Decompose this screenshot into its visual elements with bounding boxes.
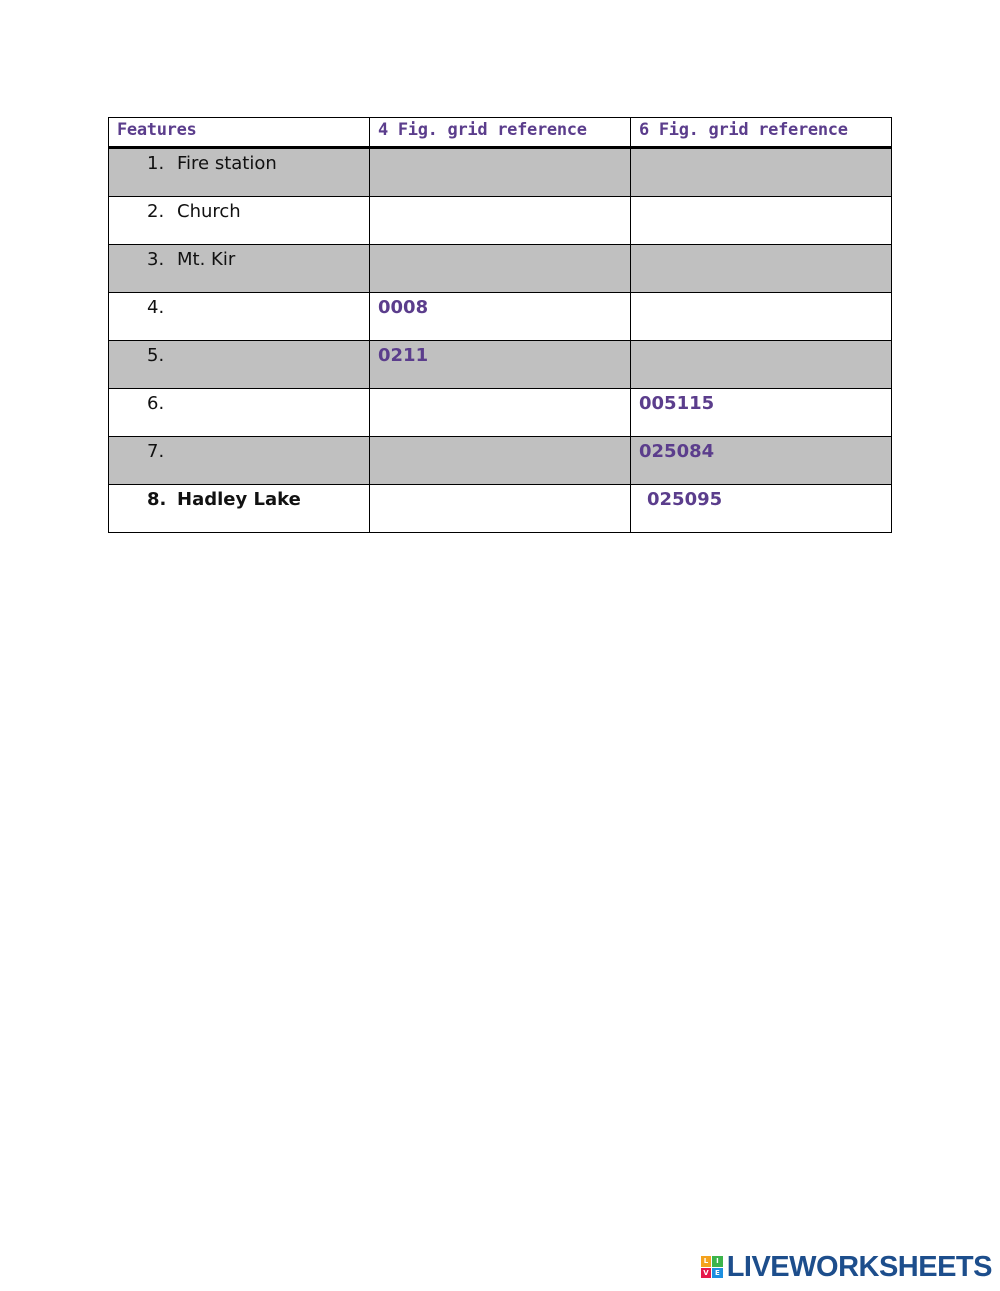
feature-cell[interactable] bbox=[109, 341, 370, 389]
table-row bbox=[109, 197, 892, 245]
feature-cell[interactable] bbox=[109, 437, 370, 485]
feature-name: Fire station bbox=[177, 153, 277, 174]
logo-letter: V bbox=[701, 1268, 712, 1279]
six-fig-value: 025084 bbox=[631, 437, 892, 485]
feature-cell[interactable] bbox=[109, 293, 370, 341]
four-fig-answer[interactable] bbox=[370, 245, 631, 293]
four-fig-value: 0008 bbox=[370, 293, 631, 341]
four-fig-value: 0211 bbox=[370, 341, 631, 389]
grid-reference-table bbox=[108, 117, 892, 533]
feature-name: Hadley Lake bbox=[177, 489, 301, 510]
header-four-fig: 4 Fig. grid reference bbox=[370, 118, 631, 148]
table-row bbox=[109, 293, 892, 341]
feature-number: 2. bbox=[147, 201, 165, 222]
feature-cell[interactable] bbox=[109, 389, 370, 437]
liveworksheets-brand bbox=[701, 1251, 992, 1283]
four-fig-answer[interactable] bbox=[370, 485, 631, 533]
brand-name: LIVEWORKSHEETS bbox=[726, 1250, 992, 1283]
liveworksheets-logo-icon bbox=[701, 1256, 723, 1278]
table-row bbox=[109, 389, 892, 437]
feature-cell bbox=[109, 485, 370, 533]
four-fig-answer[interactable] bbox=[370, 437, 631, 485]
table-row bbox=[109, 437, 892, 485]
logo-letter: I bbox=[712, 1256, 723, 1267]
four-fig-answer[interactable] bbox=[370, 389, 631, 437]
feature-number: 7. bbox=[147, 441, 165, 462]
logo-letter: L bbox=[701, 1256, 712, 1267]
feature-number: 3. bbox=[147, 249, 165, 270]
header-features: Features bbox=[109, 118, 370, 148]
table-row bbox=[109, 148, 892, 197]
feature-number: 1. bbox=[147, 153, 165, 174]
six-fig-answer[interactable] bbox=[631, 341, 892, 389]
logo-letter: E bbox=[712, 1268, 723, 1279]
six-fig-value: 005115 bbox=[631, 389, 892, 437]
table-header-row bbox=[109, 118, 892, 148]
six-fig-answer[interactable] bbox=[631, 197, 892, 245]
feature-cell bbox=[109, 245, 370, 293]
four-fig-answer[interactable] bbox=[370, 148, 631, 197]
six-fig-answer[interactable] bbox=[631, 245, 892, 293]
header-six-fig: 6 Fig. grid reference bbox=[631, 118, 892, 148]
feature-cell bbox=[109, 197, 370, 245]
table-row bbox=[109, 245, 892, 293]
four-fig-answer[interactable] bbox=[370, 197, 631, 245]
feature-name: Church bbox=[177, 201, 241, 222]
six-fig-answer[interactable] bbox=[631, 293, 892, 341]
feature-number: 6. bbox=[147, 393, 165, 414]
feature-cell bbox=[109, 148, 370, 197]
feature-number: 5. bbox=[147, 345, 165, 366]
six-fig-value: 025095 bbox=[631, 485, 892, 533]
feature-name: Mt. Kir bbox=[177, 249, 236, 270]
table-row bbox=[109, 341, 892, 389]
six-fig-answer[interactable] bbox=[631, 148, 892, 197]
feature-number: 8. bbox=[147, 489, 167, 510]
feature-number: 4. bbox=[147, 297, 165, 318]
table-row bbox=[109, 485, 892, 533]
